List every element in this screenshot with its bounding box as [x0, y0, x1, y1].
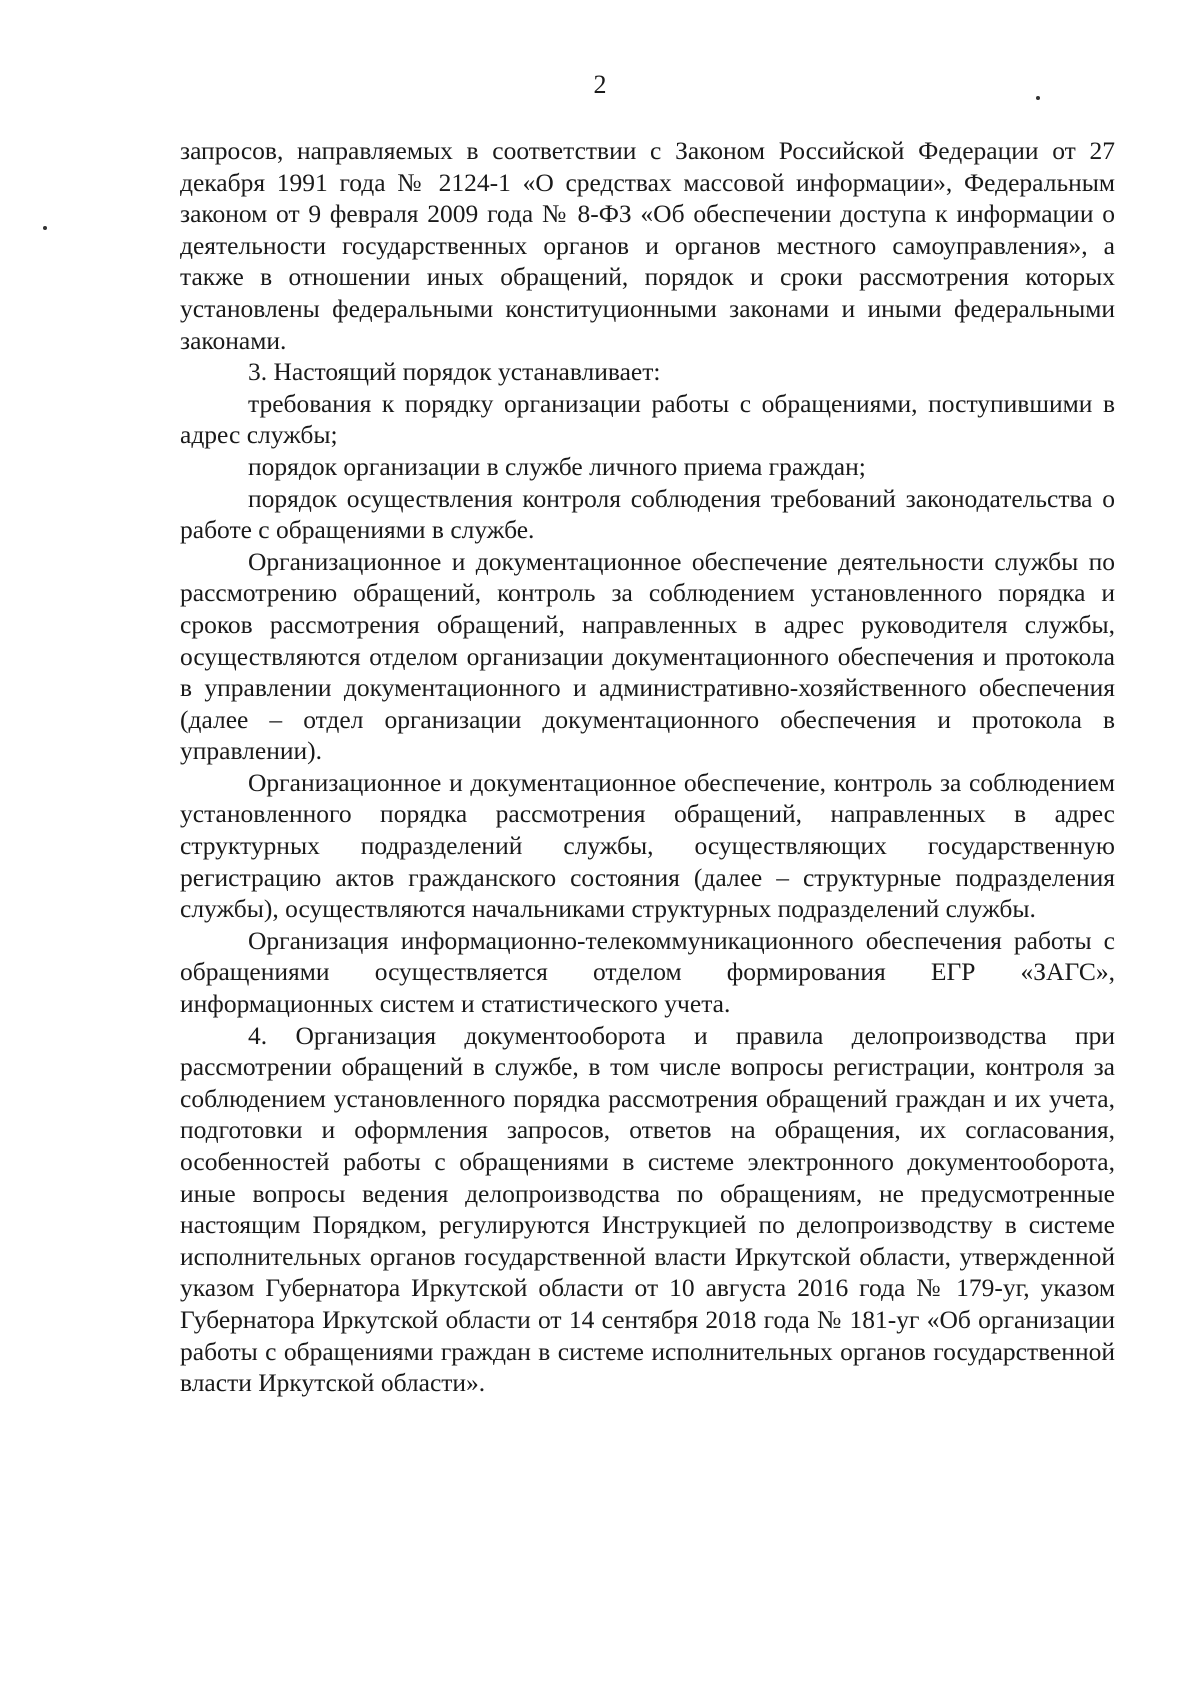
paragraph-org-support-head: Организационное и документационное обеспечение деятельности службы по рассмотрению обращений, контроль за соблюдением установленного порядка и сроков рассмотрения обращений, направленных в адрес руководителя службы, осуществляются отделом организации документационного обеспечения и протокола в управлении документационного и административно-хозяйственного обеспечения (далее – отдел организации документационного обеспечения и протокола в управлении). — [180, 546, 1115, 766]
paragraph-control: порядок осуществления контроля соблюдения требований законодательства о работе с обращениями в службе. — [180, 483, 1115, 545]
scan-speck — [43, 226, 47, 230]
paragraph-personal-reception: порядок организации в службе личного приема граждан; — [248, 451, 866, 481]
paragraph-it-support: Организация информационно-телекоммуникационного обеспечения работы с обращениями осуществляется отделом формирования ЕГР «ЗАГС», информационных систем и статистического учета. — [180, 925, 1115, 1019]
paragraph-requirements: требования к порядку организации работы с обращениями, поступившими в адрес службы; — [180, 388, 1115, 450]
page-number: 2 — [593, 70, 607, 99]
paragraph-continuation: запросов, направляемых в соответствии с Законом Российской Федерации от 27 декабря 1991 года № 2124-1 «О средствах массовой информации», Федеральным законом от 9 февраля 2009 года № 8-ФЗ «Об обеспечении доступа к информации о деятельности государственных органов и органов местного самоуправления», а также в отношении иных обращений, порядок и сроки рассмотрения которых установлены федеральными конституционными законами и иными федеральными законами. — [180, 136, 1115, 355]
scan-speck — [1036, 96, 1040, 100]
paragraph-org-support-units: Организационное и документационное обеспечение, контроль за соблюдением установленного порядка рассмотрения обращений, направленных в адрес структурных подразделений службы, осуществляющих государственную регистрацию актов гражданского состояния (далее – структурные подразделения службы), осуществляются начальниками структурных подразделений службы. — [180, 767, 1115, 924]
paragraph-item-3: 3. Настоящий порядок устанавливает: — [248, 357, 661, 387]
document-body — [180, 135, 1115, 1399]
paragraph-item-4: 4. Организация документооборота и правила делопроизводства при рассмотрении обращений в службе, в том числе вопросы регистрации, контроля за соблюдением установленного порядка рассмотрения обращений граждан и их учета, подготовки и оформления запросов, ответов на обращения, их согласования, особенностей работы с обращениями в системе электронного документооборота, иные вопросы ведения делопроизводства по обращениям, не предусмотренные настоящим Порядком, регулируются Инструкцией по делопроизводству в системе исполнительных органов государственной власти Иркутской области, утвержденной указом Губернатора Иркутской области от 10 августа 2016 года № 179-уг, указом Губернатора Иркутской области от 14 сентября 2018 года № 181-уг «Об организации работы с обращениями граждан в системе исполнительных органов государственной власти Иркутской области». — [180, 1020, 1115, 1398]
